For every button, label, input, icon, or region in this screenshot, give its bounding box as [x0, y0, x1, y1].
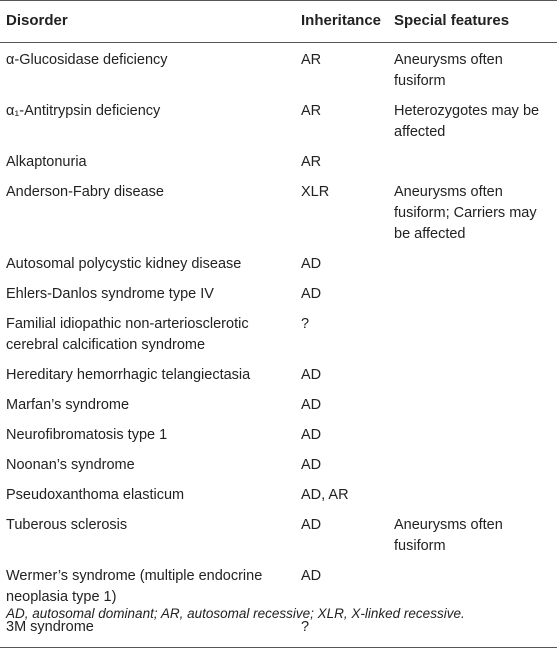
cell-inheritance: AR [301, 103, 322, 119]
cell-special-features [394, 249, 557, 279]
cell-disorder: α₁-Antitrypsin deficiency [6, 103, 161, 119]
cell-special-features: Aneurysms often fusiform [394, 52, 503, 89]
cell-inheritance: AD [301, 367, 322, 383]
cell-inheritance: AD [301, 457, 322, 473]
cell-disorder: Tuberous sclerosis [6, 517, 128, 533]
cell-disorder: Wermer’s syndrome (multiple endocrine neoplasia type 1) [6, 568, 263, 605]
table-row [0, 360, 557, 390]
cell-special-features: Aneurysms often fusiform [394, 517, 503, 554]
table-row [0, 450, 557, 480]
table-row [0, 510, 557, 561]
cell-inheritance: AD [301, 517, 322, 533]
table-row [0, 390, 557, 420]
cell-disorder: Pseudoxanthoma elasticum [6, 487, 185, 503]
table-footnote: AD, autosomal dominant; AR, autosomal recessive; XLR, X-linked recessive. [6, 606, 465, 621]
cell-inheritance: AD [301, 256, 322, 272]
table-header [0, 1, 557, 43]
table-row [0, 561, 557, 612]
cell-disorder: Anderson-Fabry disease [6, 184, 164, 200]
cell-special-features [394, 561, 557, 612]
cell-special-features [394, 309, 557, 360]
cell-inheritance: AR [301, 154, 322, 170]
cell-disorder: Noonan’s syndrome [6, 457, 135, 473]
cell-disorder: Familial idiopathic non-arteriosclerotic cerebral calcification syndrome [6, 316, 249, 353]
cell-disorder: Neurofibromatosis type 1 [6, 427, 168, 443]
table-row [0, 147, 557, 177]
cell-special-features [394, 450, 557, 480]
table-row [0, 279, 557, 309]
cell-special-features: Aneurysms often fusiform; Carriers may be affected [394, 184, 537, 242]
table-row [0, 309, 557, 360]
cell-disorder: Hereditary hemorrhagic telangiectasia [6, 367, 251, 383]
cell-special-features [394, 480, 557, 510]
cell-special-features [394, 420, 557, 450]
cell-special-features [394, 360, 557, 390]
cell-disorder: Alkaptonuria [6, 154, 87, 170]
cell-special-features [394, 147, 557, 177]
cell-disorder: α-Glucosidase deficiency [6, 52, 168, 68]
cell-inheritance: ? [301, 316, 310, 332]
header-disorder: Disorder [0, 1, 296, 43]
table-row [0, 43, 557, 97]
cell-inheritance: AD, AR [301, 487, 349, 503]
table-row [0, 480, 557, 510]
cell-disorder: Ehlers-Danlos syndrome type IV [6, 286, 214, 302]
header-inheritance: Inheritance [296, 1, 394, 43]
cell-disorder: Marfan’s syndrome [6, 397, 130, 413]
table-row [0, 420, 557, 450]
cell-inheritance: XLR [301, 184, 330, 200]
cell-disorder: 3M syndrome [0, 612, 296, 648]
table-body [0, 43, 557, 648]
table-row [0, 177, 557, 249]
cell-inheritance: AD [301, 397, 322, 413]
cell-inheritance: AD [301, 568, 322, 584]
header-row [0, 1, 557, 43]
table-row [0, 96, 557, 147]
cell-special-features: Heterozygotes may be affected [394, 103, 540, 140]
cell-inheritance: AR [301, 52, 322, 68]
cell-inheritance: ? [296, 612, 394, 648]
cell-inheritance: AD [301, 427, 322, 443]
header-special-features: Special features [394, 1, 557, 43]
cell-special-features [394, 390, 557, 420]
cell-inheritance: AD [301, 286, 322, 302]
table-row [0, 249, 557, 279]
cell-special-features [394, 279, 557, 309]
cell-disorder: Autosomal polycystic kidney disease [6, 256, 242, 272]
